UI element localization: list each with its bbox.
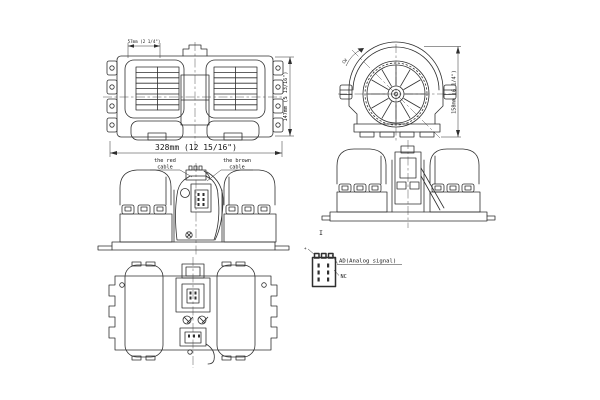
grille-width-dim: 57mm (2 1/4") xyxy=(127,39,161,44)
overall-depth-dim: 147mm (5 13/16") xyxy=(283,71,289,122)
rotation-direction-label: CW xyxy=(340,57,349,65)
analog-signal-pin-label: AD(Analog signal) xyxy=(339,258,397,265)
section-mark: I xyxy=(319,229,323,237)
red-cable-label-2: cable xyxy=(157,164,173,171)
overall-width-dim: 328mm (12 15/16") xyxy=(155,143,237,152)
brown-cable-label-2: cable xyxy=(229,164,245,171)
overall-height-dim: 158mm (6 1/4") xyxy=(451,70,458,114)
red-cable-label: the red xyxy=(154,158,176,164)
nc-pin-label: NC xyxy=(340,274,347,280)
brown-cable-label: the brown xyxy=(222,158,252,164)
positive-terminal-mark: + xyxy=(304,246,307,251)
